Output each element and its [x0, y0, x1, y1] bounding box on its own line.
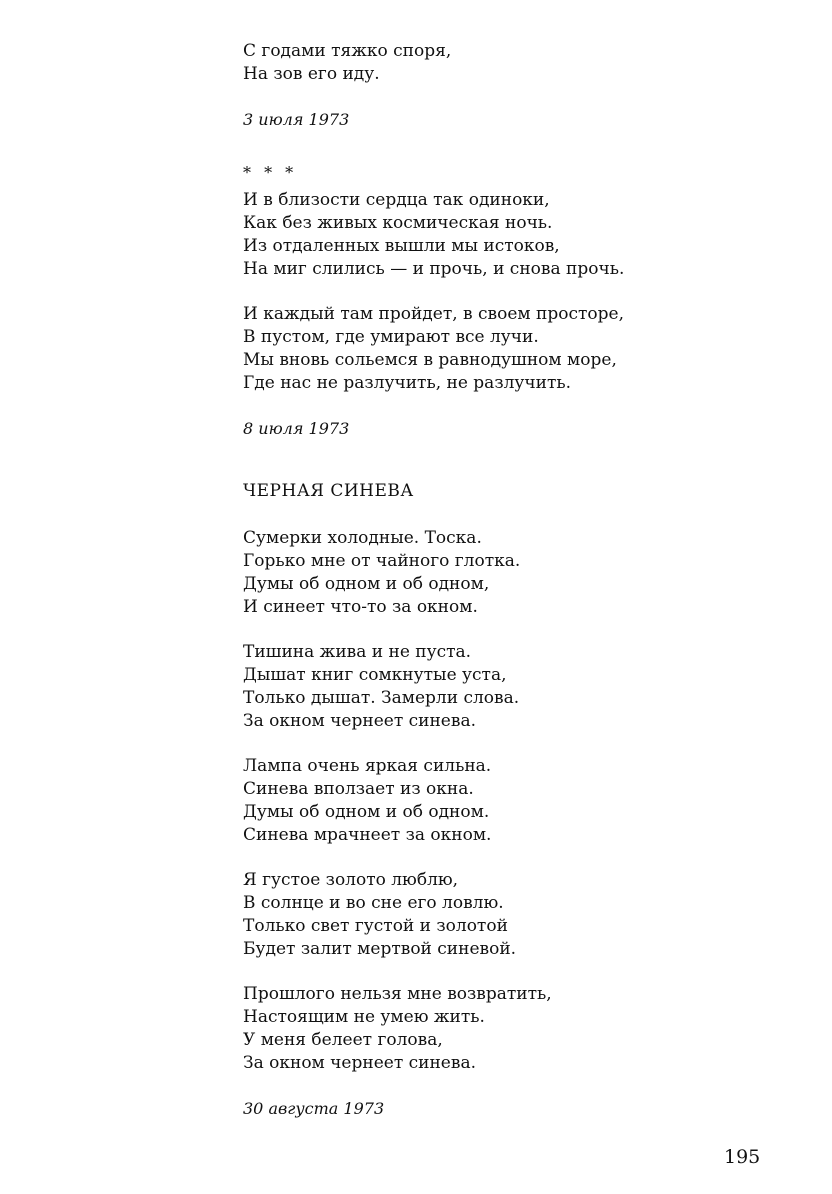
poem-line: Из отдаленных вышли мы истоков, — [243, 236, 560, 256]
poem-line: За окном чернеет синева. — [243, 711, 476, 731]
poem-line: В пустом, где умирают все лучи. — [243, 327, 539, 347]
poem-line: Настоящим не умею жить. — [243, 1007, 485, 1027]
poem-line: В солнце и во сне его ловлю. — [243, 893, 504, 913]
poem-3-stanza-5 — [243, 983, 763, 1075]
poem-title: ЧЕРНАЯ СИНЕВА — [243, 481, 414, 501]
poem-3-stanza-1 — [243, 527, 763, 619]
poem-line: За окном чернеет синева. — [243, 1053, 476, 1073]
poem-2-stanza-1 — [243, 189, 763, 281]
poem-3-stanza-2 — [243, 641, 763, 733]
poem-line: Дышат книг сомкнутые уста, — [243, 665, 507, 685]
poem-line: С годами тяжко споря, — [243, 41, 452, 61]
poem-line: Лампа очень яркая сильна. — [243, 756, 492, 776]
poem-3-stanza-4 — [243, 869, 763, 961]
poem-line: Синева мрачнеет за окном. — [243, 825, 492, 845]
poem-3-date: 30 августа 1973 — [243, 1099, 385, 1118]
poem-line: Тишина жива и не пуста. — [243, 642, 472, 662]
poem-1-stanza — [243, 40, 763, 86]
text-column — [243, 40, 763, 1120]
poem-3-stanza-3 — [243, 755, 763, 847]
page-number: 195 — [724, 1146, 761, 1168]
poem-line: Сумерки холодные. Тоска. — [243, 528, 482, 548]
poem-1-date: 3 июля 1973 — [243, 110, 350, 129]
poem-line: И в близости сердца так одиноки, — [243, 190, 550, 210]
poem-line: Только свет густой и золотой — [243, 916, 508, 936]
poem-line: Синева вползает из окна. — [243, 779, 474, 799]
poem-line: На миг слились — и прочь, и снова прочь. — [243, 259, 625, 279]
poem-2-date: 8 июля 1973 — [243, 419, 350, 438]
poem-2-stanza-2 — [243, 303, 763, 395]
poem-line: Прошлого нельзя мне возвратить, — [243, 984, 552, 1004]
poem-line: Думы об одном и об одном, — [243, 574, 490, 594]
poem-line: Горько мне от чайного глотка. — [243, 551, 521, 571]
poem-separator: * * * — [243, 163, 298, 182]
poem-line: Мы вновь сольемся в равнодушном море, — [243, 350, 617, 370]
poem-line: И синеет что-то за окном. — [243, 597, 478, 617]
poem-line: Как без живых космическая ночь. — [243, 213, 553, 233]
poem-line: Будет залит мертвой синевой. — [243, 939, 517, 959]
poem-line: И каждый там пройдет, в своем просторе, — [243, 304, 624, 324]
poem-line: Где нас не разлучить, не разлучить. — [243, 373, 572, 393]
poem-line: Думы об одном и об одном. — [243, 802, 490, 822]
poem-line: На зов его иду. — [243, 64, 380, 84]
poem-line: Я густое золото люблю, — [243, 870, 459, 890]
poem-line: У меня белеет голова, — [243, 1030, 443, 1050]
poem-line: Только дышат. Замерли слова. — [243, 688, 520, 708]
